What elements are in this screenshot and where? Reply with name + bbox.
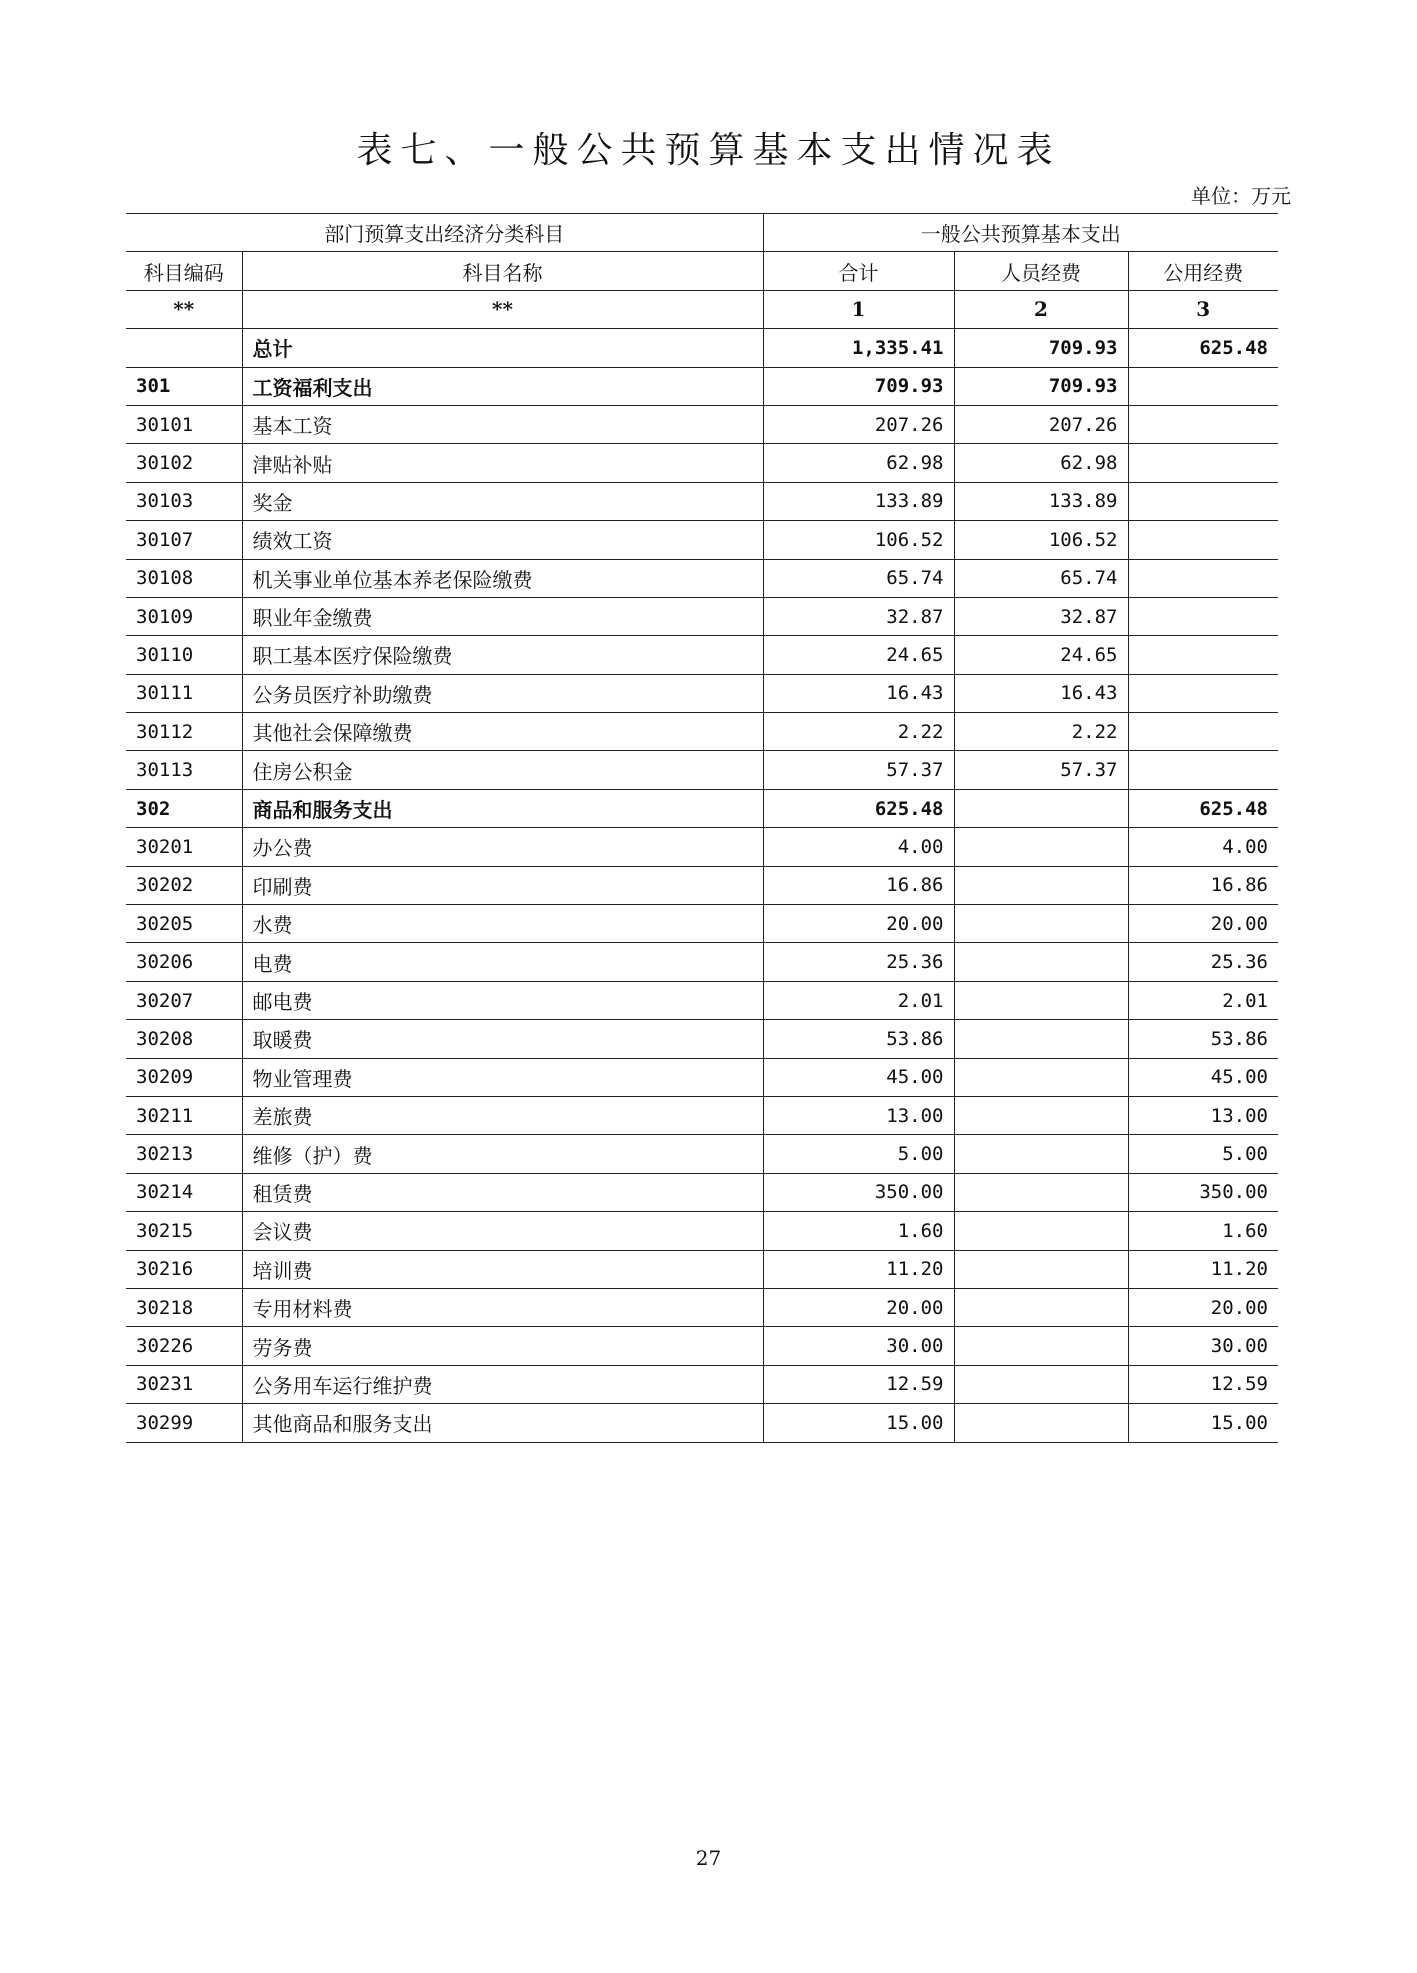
header-total: 合计 — [763, 252, 954, 290]
table-row — [126, 405, 1278, 443]
cell-total: 20.00 — [763, 1288, 954, 1326]
cell-public — [1128, 482, 1278, 520]
cell-name: 津贴补贴 — [242, 444, 763, 482]
cell-name: 商品和服务支出 — [242, 789, 763, 827]
cell-name: 办公费 — [242, 828, 763, 866]
table-row — [126, 1404, 1278, 1442]
cell-personnel — [954, 1173, 1128, 1211]
page-title: 表七、一般公共预算基本支出情况表 — [356, 130, 1061, 171]
cell-name: 基本工资 — [242, 405, 763, 443]
cell-personnel — [954, 1096, 1128, 1134]
cell-code — [126, 329, 242, 367]
cell-personnel: 106.52 — [954, 521, 1128, 559]
cell-code: 30211 — [126, 1096, 242, 1134]
cell-name: 其他社会保障缴费 — [242, 713, 763, 751]
cell-code: 30109 — [126, 597, 242, 635]
table-row — [126, 828, 1278, 866]
cell-personnel: 709.93 — [954, 367, 1128, 405]
cell-personnel — [954, 1327, 1128, 1365]
cell-total: 12.59 — [763, 1365, 954, 1403]
table-row — [126, 1058, 1278, 1096]
cell-public: 11.20 — [1128, 1250, 1278, 1288]
header-code: 科目编码 — [126, 252, 242, 290]
cell-personnel: 65.74 — [954, 559, 1128, 597]
cell-personnel — [954, 828, 1128, 866]
cell-public: 2.01 — [1128, 981, 1278, 1019]
cell-total: 30.00 — [763, 1327, 954, 1365]
cell-name: 总计 — [242, 329, 763, 367]
cell-total: 32.87 — [763, 597, 954, 635]
cell-public: 45.00 — [1128, 1058, 1278, 1096]
header-personnel: 人员经费 — [954, 252, 1128, 290]
cell-personnel — [954, 1288, 1128, 1326]
cell-name: 其他商品和服务支出 — [242, 1404, 763, 1442]
cell-code: 30205 — [126, 905, 242, 943]
table-row — [126, 1135, 1278, 1173]
cell-name: 公务用车运行维护费 — [242, 1365, 763, 1403]
table-row — [126, 751, 1278, 789]
cell-name: 劳务费 — [242, 1327, 763, 1365]
table-row — [126, 1365, 1278, 1403]
cell-public: 20.00 — [1128, 905, 1278, 943]
cell-personnel — [954, 905, 1128, 943]
cell-name: 公务员医疗补助缴费 — [242, 674, 763, 712]
cell-name: 专用材料费 — [242, 1288, 763, 1326]
table-row — [126, 713, 1278, 751]
cell-total: 65.74 — [763, 559, 954, 597]
cell-personnel: 24.65 — [954, 636, 1128, 674]
cell-name: 取暖费 — [242, 1020, 763, 1058]
cell-public: 5.00 — [1128, 1135, 1278, 1173]
cell-public: 30.00 — [1128, 1327, 1278, 1365]
unit-label: 单位：万元 — [1191, 184, 1291, 208]
table-row — [126, 636, 1278, 674]
cell-personnel: 709.93 — [954, 329, 1128, 367]
cell-name: 职工基本医疗保险缴费 — [242, 636, 763, 674]
cell-public: 625.48 — [1128, 789, 1278, 827]
cell-code: 30209 — [126, 1058, 242, 1096]
cell-name: 邮电费 — [242, 981, 763, 1019]
cell-public: 16.86 — [1128, 866, 1278, 904]
cell-public: 12.59 — [1128, 1365, 1278, 1403]
table-row — [126, 329, 1278, 367]
cell-personnel — [954, 1020, 1128, 1058]
page-number: 27 — [695, 1846, 722, 1870]
cell-personnel — [954, 1058, 1128, 1096]
cell-total: 2.22 — [763, 713, 954, 751]
table-row — [126, 1327, 1278, 1365]
cell-public: 20.00 — [1128, 1288, 1278, 1326]
cell-public: 13.00 — [1128, 1096, 1278, 1134]
cell-personnel — [954, 943, 1128, 981]
index-code: ** — [126, 290, 242, 328]
cell-total: 62.98 — [763, 444, 954, 482]
cell-public: 15.00 — [1128, 1404, 1278, 1442]
cell-total: 11.20 — [763, 1250, 954, 1288]
cell-total: 4.00 — [763, 828, 954, 866]
table-row — [126, 866, 1278, 904]
header-public: 公用经费 — [1128, 252, 1278, 290]
cell-personnel — [954, 1135, 1128, 1173]
table-row — [126, 674, 1278, 712]
cell-code: 30216 — [126, 1250, 242, 1288]
cell-name: 维修（护）费 — [242, 1135, 763, 1173]
cell-personnel: 32.87 — [954, 597, 1128, 635]
table-row — [126, 482, 1278, 520]
header-group-row — [126, 214, 1278, 252]
cell-code: 302 — [126, 789, 242, 827]
cell-name: 奖金 — [242, 482, 763, 520]
cell-total: 709.93 — [763, 367, 954, 405]
cell-public — [1128, 751, 1278, 789]
header-column-row — [126, 252, 1278, 290]
table-row — [126, 943, 1278, 981]
header-group-left: 部门预算支出经济分类科目 — [126, 214, 763, 252]
table-row — [126, 981, 1278, 1019]
cell-total: 24.65 — [763, 636, 954, 674]
cell-public: 25.36 — [1128, 943, 1278, 981]
cell-name: 物业管理费 — [242, 1058, 763, 1096]
cell-personnel — [954, 1404, 1128, 1442]
cell-name: 水费 — [242, 905, 763, 943]
budget-table — [126, 213, 1278, 1443]
cell-total: 25.36 — [763, 943, 954, 981]
cell-public: 350.00 — [1128, 1173, 1278, 1211]
cell-code: 30207 — [126, 981, 242, 1019]
cell-name: 住房公积金 — [242, 751, 763, 789]
index-personnel: 2 — [954, 290, 1128, 328]
cell-public: 4.00 — [1128, 828, 1278, 866]
cell-total: 2.01 — [763, 981, 954, 1019]
cell-public — [1128, 674, 1278, 712]
cell-public — [1128, 521, 1278, 559]
cell-total: 16.43 — [763, 674, 954, 712]
header-name: 科目名称 — [242, 252, 763, 290]
cell-name: 差旅费 — [242, 1096, 763, 1134]
cell-personnel — [954, 789, 1128, 827]
index-total: 1 — [763, 290, 954, 328]
cell-total: 1,335.41 — [763, 329, 954, 367]
table-row — [126, 597, 1278, 635]
cell-code: 30102 — [126, 444, 242, 482]
cell-code: 30201 — [126, 828, 242, 866]
cell-code: 30226 — [126, 1327, 242, 1365]
cell-personnel: 133.89 — [954, 482, 1128, 520]
cell-name: 机关事业单位基本养老保险缴费 — [242, 559, 763, 597]
cell-personnel: 57.37 — [954, 751, 1128, 789]
index-name: ** — [242, 290, 763, 328]
cell-personnel: 62.98 — [954, 444, 1128, 482]
cell-total: 57.37 — [763, 751, 954, 789]
table-row — [126, 1173, 1278, 1211]
cell-personnel — [954, 1212, 1128, 1250]
cell-code: 30108 — [126, 559, 242, 597]
cell-personnel — [954, 1365, 1128, 1403]
table-row — [126, 1288, 1278, 1326]
cell-public — [1128, 636, 1278, 674]
cell-name: 培训费 — [242, 1250, 763, 1288]
cell-code: 30231 — [126, 1365, 242, 1403]
cell-total: 133.89 — [763, 482, 954, 520]
cell-name: 租赁费 — [242, 1173, 763, 1211]
cell-code: 30112 — [126, 713, 242, 751]
table-row — [126, 905, 1278, 943]
cell-name: 会议费 — [242, 1212, 763, 1250]
cell-public — [1128, 559, 1278, 597]
cell-personnel — [954, 981, 1128, 1019]
cell-personnel: 207.26 — [954, 405, 1128, 443]
cell-public — [1128, 444, 1278, 482]
cell-total: 20.00 — [763, 905, 954, 943]
cell-total: 207.26 — [763, 405, 954, 443]
cell-public: 625.48 — [1128, 329, 1278, 367]
cell-total: 13.00 — [763, 1096, 954, 1134]
cell-code: 30113 — [126, 751, 242, 789]
table-row — [126, 1020, 1278, 1058]
header-group-right: 一般公共预算基本支出 — [763, 214, 1278, 252]
cell-public — [1128, 713, 1278, 751]
cell-total: 106.52 — [763, 521, 954, 559]
cell-personnel — [954, 866, 1128, 904]
table-row — [126, 1212, 1278, 1250]
cell-code: 30103 — [126, 482, 242, 520]
table-body — [126, 329, 1278, 1442]
cell-public — [1128, 597, 1278, 635]
cell-code: 30101 — [126, 405, 242, 443]
table-row — [126, 559, 1278, 597]
cell-code: 30206 — [126, 943, 242, 981]
cell-code: 30214 — [126, 1173, 242, 1211]
cell-total: 1.60 — [763, 1212, 954, 1250]
cell-public: 53.86 — [1128, 1020, 1278, 1058]
cell-code: 30107 — [126, 521, 242, 559]
cell-total: 350.00 — [763, 1173, 954, 1211]
table-row — [126, 1250, 1278, 1288]
cell-personnel: 2.22 — [954, 713, 1128, 751]
cell-personnel — [954, 1250, 1128, 1288]
cell-code: 301 — [126, 367, 242, 405]
cell-personnel: 16.43 — [954, 674, 1128, 712]
cell-code: 30202 — [126, 866, 242, 904]
index-public: 3 — [1128, 290, 1278, 328]
cell-public — [1128, 367, 1278, 405]
cell-total: 16.86 — [763, 866, 954, 904]
cell-public — [1128, 405, 1278, 443]
cell-total: 625.48 — [763, 789, 954, 827]
cell-code: 30208 — [126, 1020, 242, 1058]
cell-code: 30111 — [126, 674, 242, 712]
table-row — [126, 367, 1278, 405]
cell-public: 1.60 — [1128, 1212, 1278, 1250]
table-row — [126, 521, 1278, 559]
cell-name: 电费 — [242, 943, 763, 981]
cell-total: 45.00 — [763, 1058, 954, 1096]
cell-total: 5.00 — [763, 1135, 954, 1173]
cell-code: 30215 — [126, 1212, 242, 1250]
cell-code: 30218 — [126, 1288, 242, 1326]
cell-code: 30110 — [126, 636, 242, 674]
table-row — [126, 1096, 1278, 1134]
cell-code: 30213 — [126, 1135, 242, 1173]
cell-total: 53.86 — [763, 1020, 954, 1058]
cell-total: 15.00 — [763, 1404, 954, 1442]
table-row — [126, 789, 1278, 827]
table-row — [126, 444, 1278, 482]
cell-name: 绩效工资 — [242, 521, 763, 559]
cell-name: 工资福利支出 — [242, 367, 763, 405]
cell-name: 印刷费 — [242, 866, 763, 904]
cell-code: 30299 — [126, 1404, 242, 1442]
cell-name: 职业年金缴费 — [242, 597, 763, 635]
header-index-row — [126, 290, 1278, 328]
